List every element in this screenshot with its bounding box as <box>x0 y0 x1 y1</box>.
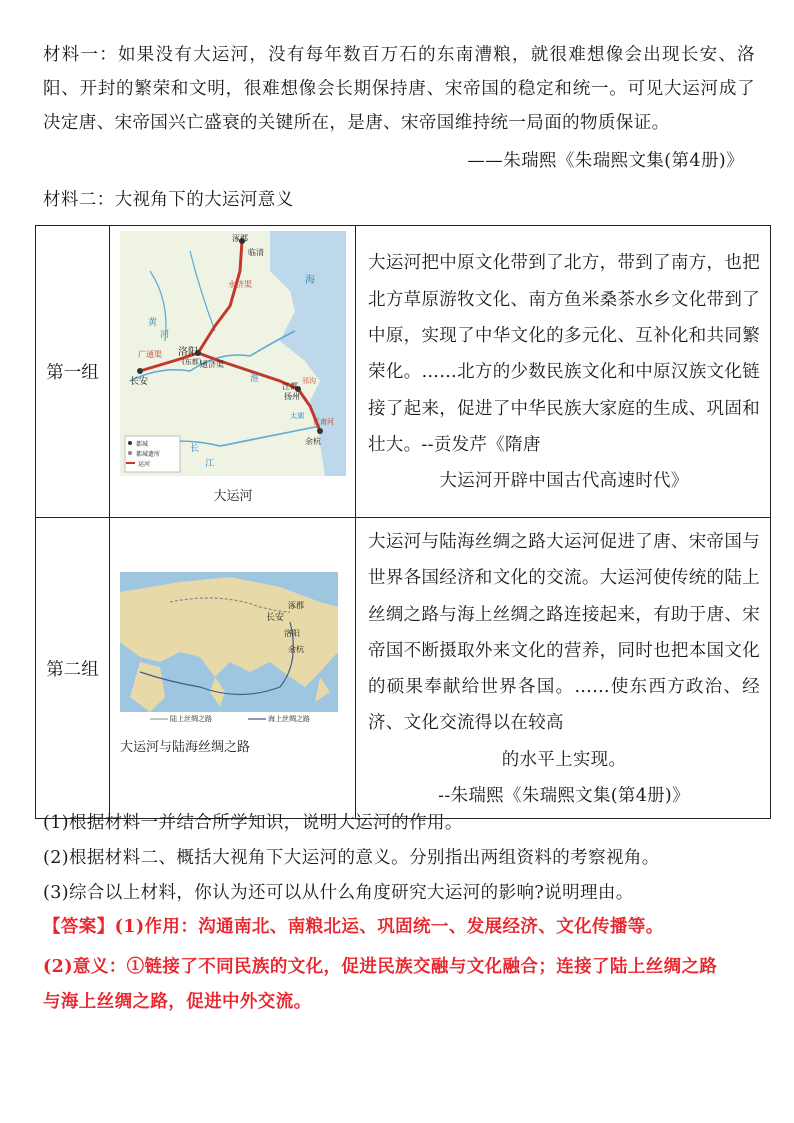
answer-line-1: 【答案】(1)作用：沟通南北、南粮北运、巩固统一、发展经济、文化传播等。 <box>43 917 664 937</box>
material-two-table <box>35 225 771 819</box>
answer-line-3: 与海上丝绸之路，促进中外交流。 <box>43 992 312 1012</box>
group-two-source: --朱瑞熙《朱瑞熙文集(第4册)》 <box>438 786 690 807</box>
group-one-label: 第一组 <box>36 226 110 518</box>
map-water-hai: 海 <box>305 275 315 286</box>
silk-map-place-yuhang: 余杭 <box>288 645 304 655</box>
map-place-tongjiqu: 通济渠 <box>200 360 224 369</box>
group-two-text-end: 的水平上实现。 <box>501 749 627 770</box>
question-1: (1)根据材料一并结合所学知识，说明大运河的作用。 <box>43 813 463 833</box>
map-legend-canal: 运河 <box>138 461 151 468</box>
silk-map-legend-sea: 海上丝绸之路 <box>268 715 310 724</box>
map-place-zhuojun: 涿郡 <box>232 234 248 243</box>
silk-road-map-caption: 大运河与陆海丝绸之路 <box>120 740 251 756</box>
material-two-title: 材料二：大视角下的大运河意义 <box>43 190 294 210</box>
map-water-jiang: 江 <box>205 459 215 469</box>
silk-map-legend-land: 陆上丝绸之路 <box>170 715 212 724</box>
map-place-linqing: 临清 <box>248 248 264 257</box>
map-place-yongjiqu: 永济渠 <box>228 280 252 289</box>
map-place-guangtongqu: 广通渠 <box>138 350 162 359</box>
map-place-jiangnanhe: 江南河 <box>313 418 334 426</box>
map-place-jiangdu: 江都 <box>282 382 298 391</box>
group-one-text-end: 大运河开辟中国古代高速时代》 <box>439 471 689 492</box>
map-place-dongdu: (东都) <box>182 358 202 366</box>
group-one-text: 大运河把中原文化带到了北方，带到了南方，也把北方草原游牧文化、南方鱼米桑茶水乡文化带到了中原，实现了中华文化的多元化、互补化和共同繁荣化。……北方的少数民族文化和中原汉族文化链接了起来，促进了中华民族大家庭的生成、巩固和壮大。--贡发芹《隋唐 <box>368 253 760 455</box>
map-water-chang: 长 <box>190 444 200 454</box>
map-legend-capital-site: 都城遗所 <box>136 451 161 458</box>
map-water-huai: 淮 <box>250 374 260 384</box>
silk-map-place-luoyang: 洛阳 <box>284 629 300 639</box>
material-one-source: ——朱瑞熙《朱瑞熙文集(第4册)》 <box>467 151 744 171</box>
group-two-label: 第二组 <box>36 518 110 819</box>
material-one-text: 材料一：如果没有大运河，没有每年数百万石的东南漕粮，就很难想像会出现长安、洛阳、开封的繁荣和文明，很难想像会长期保持唐、宋帝国的稳定和统一。可见大运河成了决定唐、宋帝国兴亡盛衰的关键所在，是唐、宋帝国维持统一局面的物质保证。 <box>43 45 755 133</box>
answer-line-2: (2)意义：①链接了不同民族的文化，促进民族交融与文化融合；连接了陆上丝绸之路 <box>43 957 718 977</box>
map-legend-capital: 都城 <box>136 441 149 448</box>
group-two-text: 大运河与陆海丝绸之路大运河促进了唐、宋帝国与世界各国经济和文化的交流。大运河使传统的陆上丝绸之路与海上丝绸之路连接起来，有助于唐、宋帝国不断摄取外来文化的营养，同时也把本国文化的硕果奉献给世界各国。……使东西方政治、经济、文化交流得以在较高 <box>368 532 760 734</box>
silk-road-map <box>120 562 346 774</box>
silk-map-place-changan: 长安 <box>266 613 285 624</box>
group-one-text-cell <box>356 226 771 518</box>
map-water-huang: 黄 <box>148 318 158 328</box>
question-2: (2)根据材料二、概括大视角下大运河的意义。分别指出两组资料的考察视角。 <box>43 848 660 868</box>
group-two-row <box>36 518 771 819</box>
group-one-map-cell <box>110 226 356 518</box>
map-place-hangou: 邗沟 <box>302 377 316 385</box>
map-water-he: 河 <box>160 330 170 340</box>
grand-canal-map-caption: 大运河 <box>213 489 253 504</box>
map-place-luoyang: 洛阳 <box>178 347 198 358</box>
group-two-map-cell <box>110 518 356 819</box>
group-two-text-cell <box>356 518 771 819</box>
question-3: (3)综合以上材料，你认为还可以从什么角度研究大运河的影响?说明理由。 <box>43 883 634 903</box>
map-place-yuhang: 余杭 <box>305 437 321 446</box>
map-place-yangzhou: 扬州 <box>284 392 300 401</box>
map-place-changan: 长安 <box>130 377 149 387</box>
map-water-taihu: 太湖 <box>290 412 304 420</box>
grand-canal-map <box>120 231 346 516</box>
silk-map-place-zhuojun: 涿郡 <box>288 601 304 611</box>
group-one-row <box>36 226 771 518</box>
